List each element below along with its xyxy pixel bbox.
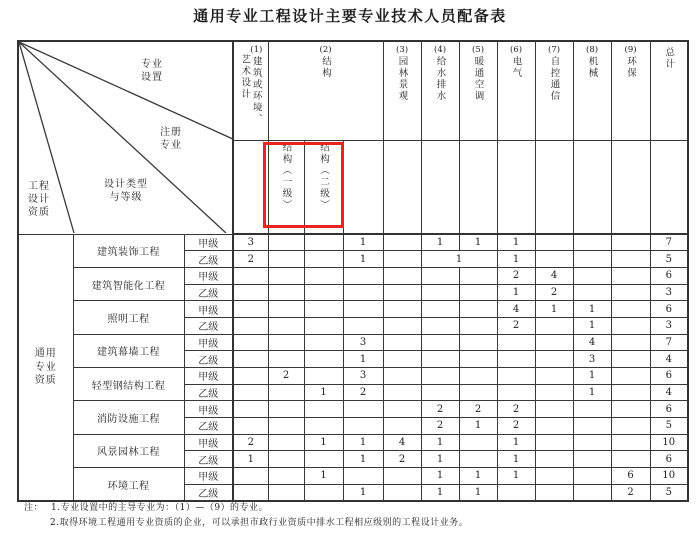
data-cell: 1 bbox=[459, 468, 497, 485]
data-cell bbox=[459, 301, 497, 318]
data-cell bbox=[497, 368, 535, 385]
notes bbox=[24, 501, 468, 531]
data-cell bbox=[573, 484, 611, 501]
data-cell bbox=[233, 351, 268, 368]
data-cell bbox=[268, 351, 304, 368]
group-label: 通用专业资质 bbox=[18, 234, 73, 501]
data-cell bbox=[233, 384, 268, 401]
data-cell bbox=[535, 351, 573, 368]
data-cell bbox=[383, 384, 421, 401]
data-cell: 3 bbox=[233, 234, 268, 251]
data-cell bbox=[535, 451, 573, 468]
data-cell: 2 bbox=[535, 284, 573, 301]
data-cell bbox=[611, 284, 650, 301]
data-cell bbox=[421, 317, 459, 334]
data-cell: 1 bbox=[421, 251, 497, 268]
data-cell bbox=[611, 234, 650, 251]
data-cell bbox=[573, 418, 611, 435]
label-design-type-grade: 设计类型与等级 bbox=[104, 179, 148, 203]
data-cell: 3 bbox=[573, 351, 611, 368]
data-cell bbox=[535, 334, 573, 351]
data-cell bbox=[383, 368, 421, 385]
data-cell: 1 bbox=[459, 484, 497, 501]
data-cell bbox=[611, 401, 650, 418]
col-header-landscape: (3) 园林景观 bbox=[383, 41, 421, 141]
table-row bbox=[18, 401, 688, 418]
data-cell bbox=[268, 301, 304, 318]
data-cell bbox=[611, 418, 650, 435]
data-cell: 1 bbox=[421, 434, 459, 451]
data-cell bbox=[611, 434, 650, 451]
data-cell bbox=[383, 234, 421, 251]
table-row bbox=[18, 468, 688, 485]
table-body bbox=[18, 234, 688, 501]
data-cell: 6 bbox=[650, 267, 688, 284]
data-cell bbox=[268, 401, 304, 418]
data-cell bbox=[233, 301, 268, 318]
data-cell: 2 bbox=[497, 267, 535, 284]
data-cell bbox=[383, 418, 421, 435]
data-cell: 5 bbox=[650, 484, 688, 501]
data-cell bbox=[459, 351, 497, 368]
data-cell bbox=[459, 334, 497, 351]
data-cell bbox=[573, 401, 611, 418]
data-cell bbox=[304, 418, 343, 435]
data-cell bbox=[459, 368, 497, 385]
data-cell bbox=[383, 317, 421, 334]
data-cell bbox=[535, 234, 573, 251]
grade-cell: 甲级 bbox=[184, 267, 233, 284]
note-text-1: 1.专业设置中的主导专业为：（1）—（9）的专业。 bbox=[51, 503, 269, 513]
data-cell bbox=[383, 334, 421, 351]
data-cell bbox=[421, 384, 459, 401]
label-design-qualification: 工程设计资质 bbox=[28, 181, 50, 218]
data-cell bbox=[268, 384, 304, 401]
data-cell bbox=[268, 251, 304, 268]
note-text-2: 2.取得环境工程通用专业资质的企业，可以承担市政行业资质中排水工程相应级别的工程设计业务。 bbox=[50, 518, 469, 528]
data-cell bbox=[459, 451, 497, 468]
project-name: 环境工程 bbox=[73, 468, 184, 501]
data-cell bbox=[611, 267, 650, 284]
data-cell bbox=[304, 334, 343, 351]
subheader-empty bbox=[497, 141, 535, 235]
data-cell bbox=[421, 267, 459, 284]
label-specialty-setup: 专业设置 bbox=[141, 59, 163, 83]
data-cell bbox=[343, 401, 383, 418]
data-cell bbox=[233, 267, 268, 284]
data-cell: 3 bbox=[343, 334, 383, 351]
data-cell: 1 bbox=[535, 301, 573, 318]
grade-cell: 甲级 bbox=[184, 468, 233, 485]
personnel-table bbox=[17, 40, 689, 502]
data-cell bbox=[268, 418, 304, 435]
data-cell bbox=[535, 484, 573, 501]
data-cell: 6 bbox=[650, 368, 688, 385]
data-cell: 2 bbox=[421, 418, 459, 435]
data-cell: 4 bbox=[497, 301, 535, 318]
label-registered-specialty: 注册专业 bbox=[160, 127, 182, 151]
grade-cell: 甲级 bbox=[184, 401, 233, 418]
data-cell bbox=[497, 384, 535, 401]
subheader-empty bbox=[650, 141, 688, 235]
table-row bbox=[18, 368, 688, 385]
data-cell: 1 bbox=[421, 234, 459, 251]
data-cell bbox=[459, 384, 497, 401]
subheader-empty bbox=[611, 141, 650, 235]
data-cell: 1 bbox=[421, 468, 459, 485]
project-name: 轻型钢结构工程 bbox=[73, 368, 184, 401]
data-cell: 4 bbox=[650, 351, 688, 368]
data-cell bbox=[304, 251, 343, 268]
note-line-2 bbox=[24, 516, 468, 531]
data-cell bbox=[304, 267, 343, 284]
data-cell: 1 bbox=[497, 434, 535, 451]
note-label: 注： bbox=[24, 503, 44, 513]
project-name: 建筑装饰工程 bbox=[73, 234, 184, 267]
data-cell bbox=[383, 284, 421, 301]
data-cell: 4 bbox=[535, 267, 573, 284]
data-cell bbox=[233, 368, 268, 385]
data-cell bbox=[573, 468, 611, 485]
data-cell: 1 bbox=[497, 451, 535, 468]
subheader-structure-grade2: 结构（二级） bbox=[304, 141, 343, 235]
data-cell bbox=[459, 434, 497, 451]
data-cell: 3 bbox=[343, 368, 383, 385]
data-cell bbox=[421, 334, 459, 351]
data-cell: 6 bbox=[611, 468, 650, 485]
grade-cell: 乙级 bbox=[184, 484, 233, 501]
data-cell bbox=[535, 418, 573, 435]
data-cell bbox=[268, 267, 304, 284]
data-cell: 7 bbox=[650, 334, 688, 351]
data-cell: 1 bbox=[421, 451, 459, 468]
data-cell: 5 bbox=[650, 251, 688, 268]
data-cell bbox=[535, 317, 573, 334]
data-cell: 6 bbox=[650, 451, 688, 468]
data-cell: 10 bbox=[650, 434, 688, 451]
col-header-structure: (2) 结构 bbox=[268, 41, 383, 141]
data-cell bbox=[268, 234, 304, 251]
data-cell: 1 bbox=[573, 317, 611, 334]
data-cell: 1 bbox=[233, 451, 268, 468]
data-cell: 1 bbox=[497, 251, 535, 268]
table-row bbox=[18, 267, 688, 284]
data-cell bbox=[421, 368, 459, 385]
data-cell: 2 bbox=[611, 484, 650, 501]
grade-cell: 乙级 bbox=[184, 317, 233, 334]
data-cell: 1 bbox=[343, 434, 383, 451]
data-cell bbox=[233, 334, 268, 351]
project-name: 建筑智能化工程 bbox=[73, 267, 184, 300]
data-cell bbox=[268, 468, 304, 485]
data-cell bbox=[573, 284, 611, 301]
data-cell bbox=[421, 351, 459, 368]
table-row bbox=[18, 334, 688, 351]
data-cell bbox=[611, 301, 650, 318]
grade-cell: 甲级 bbox=[184, 301, 233, 318]
data-cell bbox=[383, 484, 421, 501]
data-cell bbox=[535, 401, 573, 418]
data-cell: 10 bbox=[650, 468, 688, 485]
data-cell: 2 bbox=[497, 317, 535, 334]
data-cell bbox=[268, 451, 304, 468]
data-cell bbox=[611, 368, 650, 385]
data-cell bbox=[497, 334, 535, 351]
data-cell: 1 bbox=[573, 384, 611, 401]
data-cell bbox=[343, 418, 383, 435]
project-name: 建筑幕墙工程 bbox=[73, 334, 184, 367]
data-cell bbox=[611, 251, 650, 268]
data-cell bbox=[268, 434, 304, 451]
data-cell bbox=[497, 484, 535, 501]
data-cell: 6 bbox=[650, 301, 688, 318]
grade-cell: 乙级 bbox=[184, 251, 233, 268]
data-cell: 5 bbox=[650, 418, 688, 435]
data-cell: 1 bbox=[304, 384, 343, 401]
data-cell: 1 bbox=[304, 468, 343, 485]
data-cell bbox=[268, 484, 304, 501]
col-header-water: (4) 给水排水 bbox=[421, 41, 459, 141]
data-cell bbox=[611, 384, 650, 401]
table-row bbox=[18, 234, 688, 251]
data-cell bbox=[383, 301, 421, 318]
note-line-1 bbox=[24, 501, 468, 516]
data-cell bbox=[343, 284, 383, 301]
data-cell bbox=[497, 351, 535, 368]
data-cell: 2 bbox=[459, 401, 497, 418]
data-cell bbox=[304, 301, 343, 318]
data-cell bbox=[535, 368, 573, 385]
grade-cell: 乙级 bbox=[184, 451, 233, 468]
data-cell bbox=[343, 317, 383, 334]
data-cell bbox=[611, 317, 650, 334]
subheader-empty bbox=[573, 141, 611, 235]
data-cell bbox=[611, 351, 650, 368]
data-cell: 1 bbox=[343, 351, 383, 368]
data-cell: 7 bbox=[650, 234, 688, 251]
data-cell bbox=[573, 434, 611, 451]
data-cell bbox=[535, 384, 573, 401]
data-cell bbox=[304, 484, 343, 501]
data-cell: 1 bbox=[573, 368, 611, 385]
data-cell: 1 bbox=[497, 468, 535, 485]
data-cell bbox=[343, 468, 383, 485]
data-cell: 2 bbox=[343, 384, 383, 401]
data-cell: 4 bbox=[383, 434, 421, 451]
page-title: 通用专业工程设计主要专业技术人员配备表 bbox=[193, 7, 507, 25]
data-cell bbox=[233, 317, 268, 334]
data-cell bbox=[268, 334, 304, 351]
data-cell bbox=[343, 301, 383, 318]
data-cell: 1 bbox=[421, 484, 459, 501]
data-cell bbox=[233, 284, 268, 301]
data-cell bbox=[268, 284, 304, 301]
subheader-empty bbox=[459, 141, 497, 235]
data-cell: 1 bbox=[459, 418, 497, 435]
col-header-mechanical: (8) 机械 bbox=[573, 41, 611, 141]
grade-cell: 甲级 bbox=[184, 334, 233, 351]
data-cell: 2 bbox=[233, 434, 268, 451]
data-cell bbox=[233, 401, 268, 418]
col-header-environmental: (9) 环保 bbox=[611, 41, 650, 141]
project-name: 风景园林工程 bbox=[73, 434, 184, 467]
data-cell bbox=[233, 418, 268, 435]
col-header-total: 总计 bbox=[650, 41, 688, 141]
data-cell: 2 bbox=[421, 401, 459, 418]
grade-cell: 乙级 bbox=[184, 418, 233, 435]
data-cell: 1 bbox=[343, 484, 383, 501]
data-cell bbox=[535, 468, 573, 485]
subheader-structure-grade1: 结构（一级） bbox=[268, 141, 304, 235]
data-cell bbox=[383, 251, 421, 268]
data-cell: 1 bbox=[343, 234, 383, 251]
col-header-1: 艺术设计 (1) 建筑或环境、 bbox=[233, 41, 268, 141]
data-cell: 1 bbox=[497, 234, 535, 251]
data-cell bbox=[343, 267, 383, 284]
col-header-hvac: (5) 暖通空调 bbox=[459, 41, 497, 141]
data-cell bbox=[421, 284, 459, 301]
grade-cell: 甲级 bbox=[184, 234, 233, 251]
subheader-empty bbox=[421, 141, 459, 235]
data-cell: 1 bbox=[459, 234, 497, 251]
data-cell bbox=[611, 334, 650, 351]
data-cell bbox=[611, 451, 650, 468]
data-cell: 2 bbox=[497, 401, 535, 418]
grade-cell: 甲级 bbox=[184, 368, 233, 385]
data-cell: 1 bbox=[343, 451, 383, 468]
data-cell bbox=[383, 351, 421, 368]
table-row bbox=[18, 434, 688, 451]
subheader-empty bbox=[233, 141, 268, 235]
grade-cell: 乙级 bbox=[184, 351, 233, 368]
grade-cell: 乙级 bbox=[184, 284, 233, 301]
project-name: 消防设施工程 bbox=[73, 401, 184, 434]
data-cell: 1 bbox=[304, 434, 343, 451]
data-cell: 2 bbox=[383, 451, 421, 468]
data-cell bbox=[459, 267, 497, 284]
diagonal-header-cell bbox=[18, 41, 233, 234]
table-row bbox=[18, 301, 688, 318]
data-cell bbox=[535, 434, 573, 451]
data-cell bbox=[421, 301, 459, 318]
data-cell bbox=[573, 267, 611, 284]
data-cell: 6 bbox=[650, 401, 688, 418]
data-cell bbox=[304, 368, 343, 385]
data-cell bbox=[304, 351, 343, 368]
data-cell: 4 bbox=[573, 334, 611, 351]
data-cell bbox=[383, 468, 421, 485]
data-cell bbox=[573, 251, 611, 268]
data-cell: 3 bbox=[650, 284, 688, 301]
project-name: 照明工程 bbox=[73, 301, 184, 334]
col-header-autocontrol: (7) 自控通信 bbox=[535, 41, 573, 141]
data-cell: 3 bbox=[650, 317, 688, 334]
data-cell bbox=[304, 451, 343, 468]
data-cell bbox=[383, 267, 421, 284]
data-cell bbox=[573, 451, 611, 468]
data-cell bbox=[459, 317, 497, 334]
data-cell bbox=[535, 251, 573, 268]
subheader-empty bbox=[383, 141, 421, 235]
data-cell: 1 bbox=[573, 301, 611, 318]
data-cell bbox=[268, 317, 304, 334]
grade-cell: 乙级 bbox=[184, 384, 233, 401]
data-cell bbox=[304, 401, 343, 418]
data-cell: 2 bbox=[233, 251, 268, 268]
data-cell: 1 bbox=[497, 284, 535, 301]
data-cell bbox=[383, 401, 421, 418]
subheader-empty bbox=[343, 141, 383, 235]
data-cell: 2 bbox=[497, 418, 535, 435]
data-cell bbox=[304, 234, 343, 251]
data-cell bbox=[573, 234, 611, 251]
data-cell: 4 bbox=[650, 384, 688, 401]
data-cell bbox=[304, 284, 343, 301]
data-cell bbox=[233, 484, 268, 501]
col-header-electrical: (6) 电气 bbox=[497, 41, 535, 141]
data-cell: 2 bbox=[268, 368, 304, 385]
data-cell bbox=[233, 468, 268, 485]
data-cell: 1 bbox=[343, 251, 383, 268]
grade-cell: 甲级 bbox=[184, 434, 233, 451]
data-cell bbox=[459, 284, 497, 301]
data-cell bbox=[304, 317, 343, 334]
subheader-empty bbox=[535, 141, 573, 235]
